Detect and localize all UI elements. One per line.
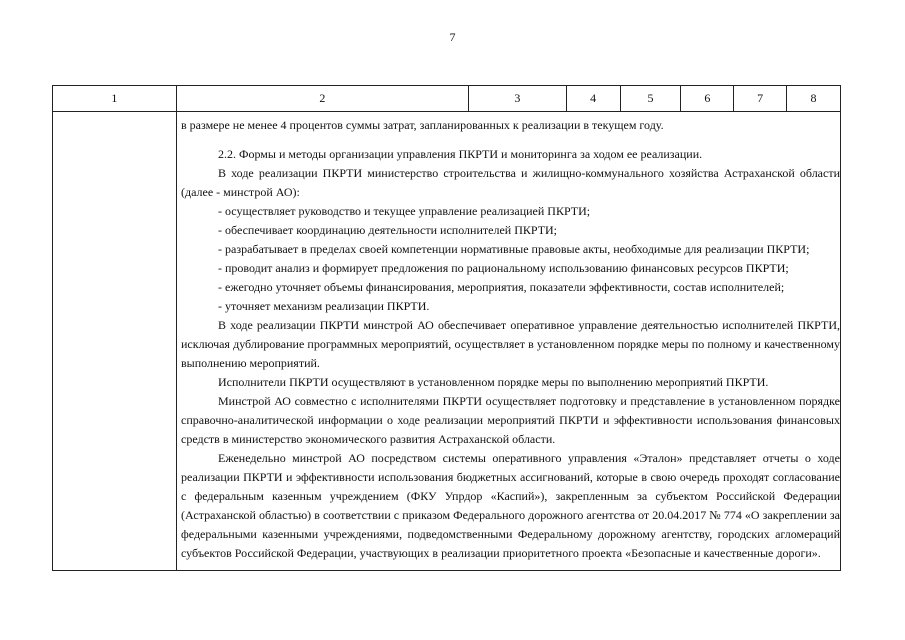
paragraph: Еженедельно минстрой АО посредством системы оперативного управления «Эталон» представляет отчеты о ходе реализации ПКРТИ и эффективности использования бюджетных ассигнований, которые в свою очередь проходят согласование с федеральным казенным учреждением (ФКУ Упрдор «Каспий»), закрепленным за субъектом Российской Федерации (Астраханской областью) в соответствии с приказом Федерального дорожного агентства от 20.04.2017 № 774 «О закреплении за федеральными казенными учреждениями, подведомственными Федеральному дорожному агентству, городских агломераций субъектов Российской Федерации, участвующих в реализации приоритетного проекта «Безопасные и качественные дороги».: [181, 451, 840, 560]
column-header-6: 6: [681, 86, 734, 111]
list-item: - осуществляет руководство и текущее управление реализацией ПКРТИ;: [218, 204, 591, 218]
list-item: - обеспечивает координацию деятельности исполнителей ПКРТИ;: [218, 223, 558, 237]
paragraph-continuation: в размере не менее 4 процентов суммы затрат, запланированных к реализации в текущем году.: [181, 118, 664, 132]
column-header-8: 8: [810, 91, 817, 105]
paragraph: В ходе реализации ПКРТИ минстрой АО обеспечивает оперативное управление деятельностью исполнителей ПКРТИ, исключая дублирование программных мероприятий, осуществляет в установленном порядке меры по полному и качественному выполнению мероприятий.: [181, 318, 840, 370]
list-item: - уточняет механизм реализации ПКРТИ.: [218, 299, 430, 313]
column-2-text: [181, 116, 840, 563]
section-heading: 2.2. Формы и методы организации управления ПКРТИ и мониторинга за ходом ее реализации.: [218, 147, 703, 161]
table-header-row: [53, 86, 840, 112]
page-number: 7: [449, 30, 456, 44]
document-table: [52, 85, 841, 571]
list-item: - ежегодно уточняет объемы финансирования, мероприятия, показатели эффективности, состав исполнителей;: [218, 280, 785, 294]
column-header-3: 3: [469, 86, 567, 111]
paragraph: В ходе реализации ПКРТИ министерство строительства и жилищно-коммунального хозяйства Астраханской области (далее - минстрой АО):: [181, 166, 840, 199]
column-header-5: 5: [621, 86, 682, 111]
table-body-row: [53, 111, 840, 570]
list-item: - разрабатывает в пределах своей компетенции нормативные правовые акты, необходимые для реализации ПКРТИ;: [218, 242, 810, 256]
column-header-7: 7: [734, 86, 787, 111]
column-header-2: 2: [177, 86, 469, 111]
column-header-1: 1: [53, 86, 177, 111]
paragraph: Минстрой АО совместно с исполнителями ПКРТИ осуществляет подготовку и представление в установленном порядке справочно-аналитической информации о ходе реализации мероприятий ПКРТИ и эффективности использования финансовых средств в министерство экономического развития Астраханской области.: [181, 394, 840, 446]
column-header-4: 4: [567, 86, 621, 111]
list-item: - проводит анализ и формирует предложения по рациональному использованию финансовых ресурсов ПКРТИ;: [218, 261, 789, 275]
column-1-cell: [53, 111, 177, 570]
paragraph: Исполнители ПКРТИ осуществляют в установленном порядке меры по выполнению мероприятий ПКРТИ.: [218, 375, 769, 389]
